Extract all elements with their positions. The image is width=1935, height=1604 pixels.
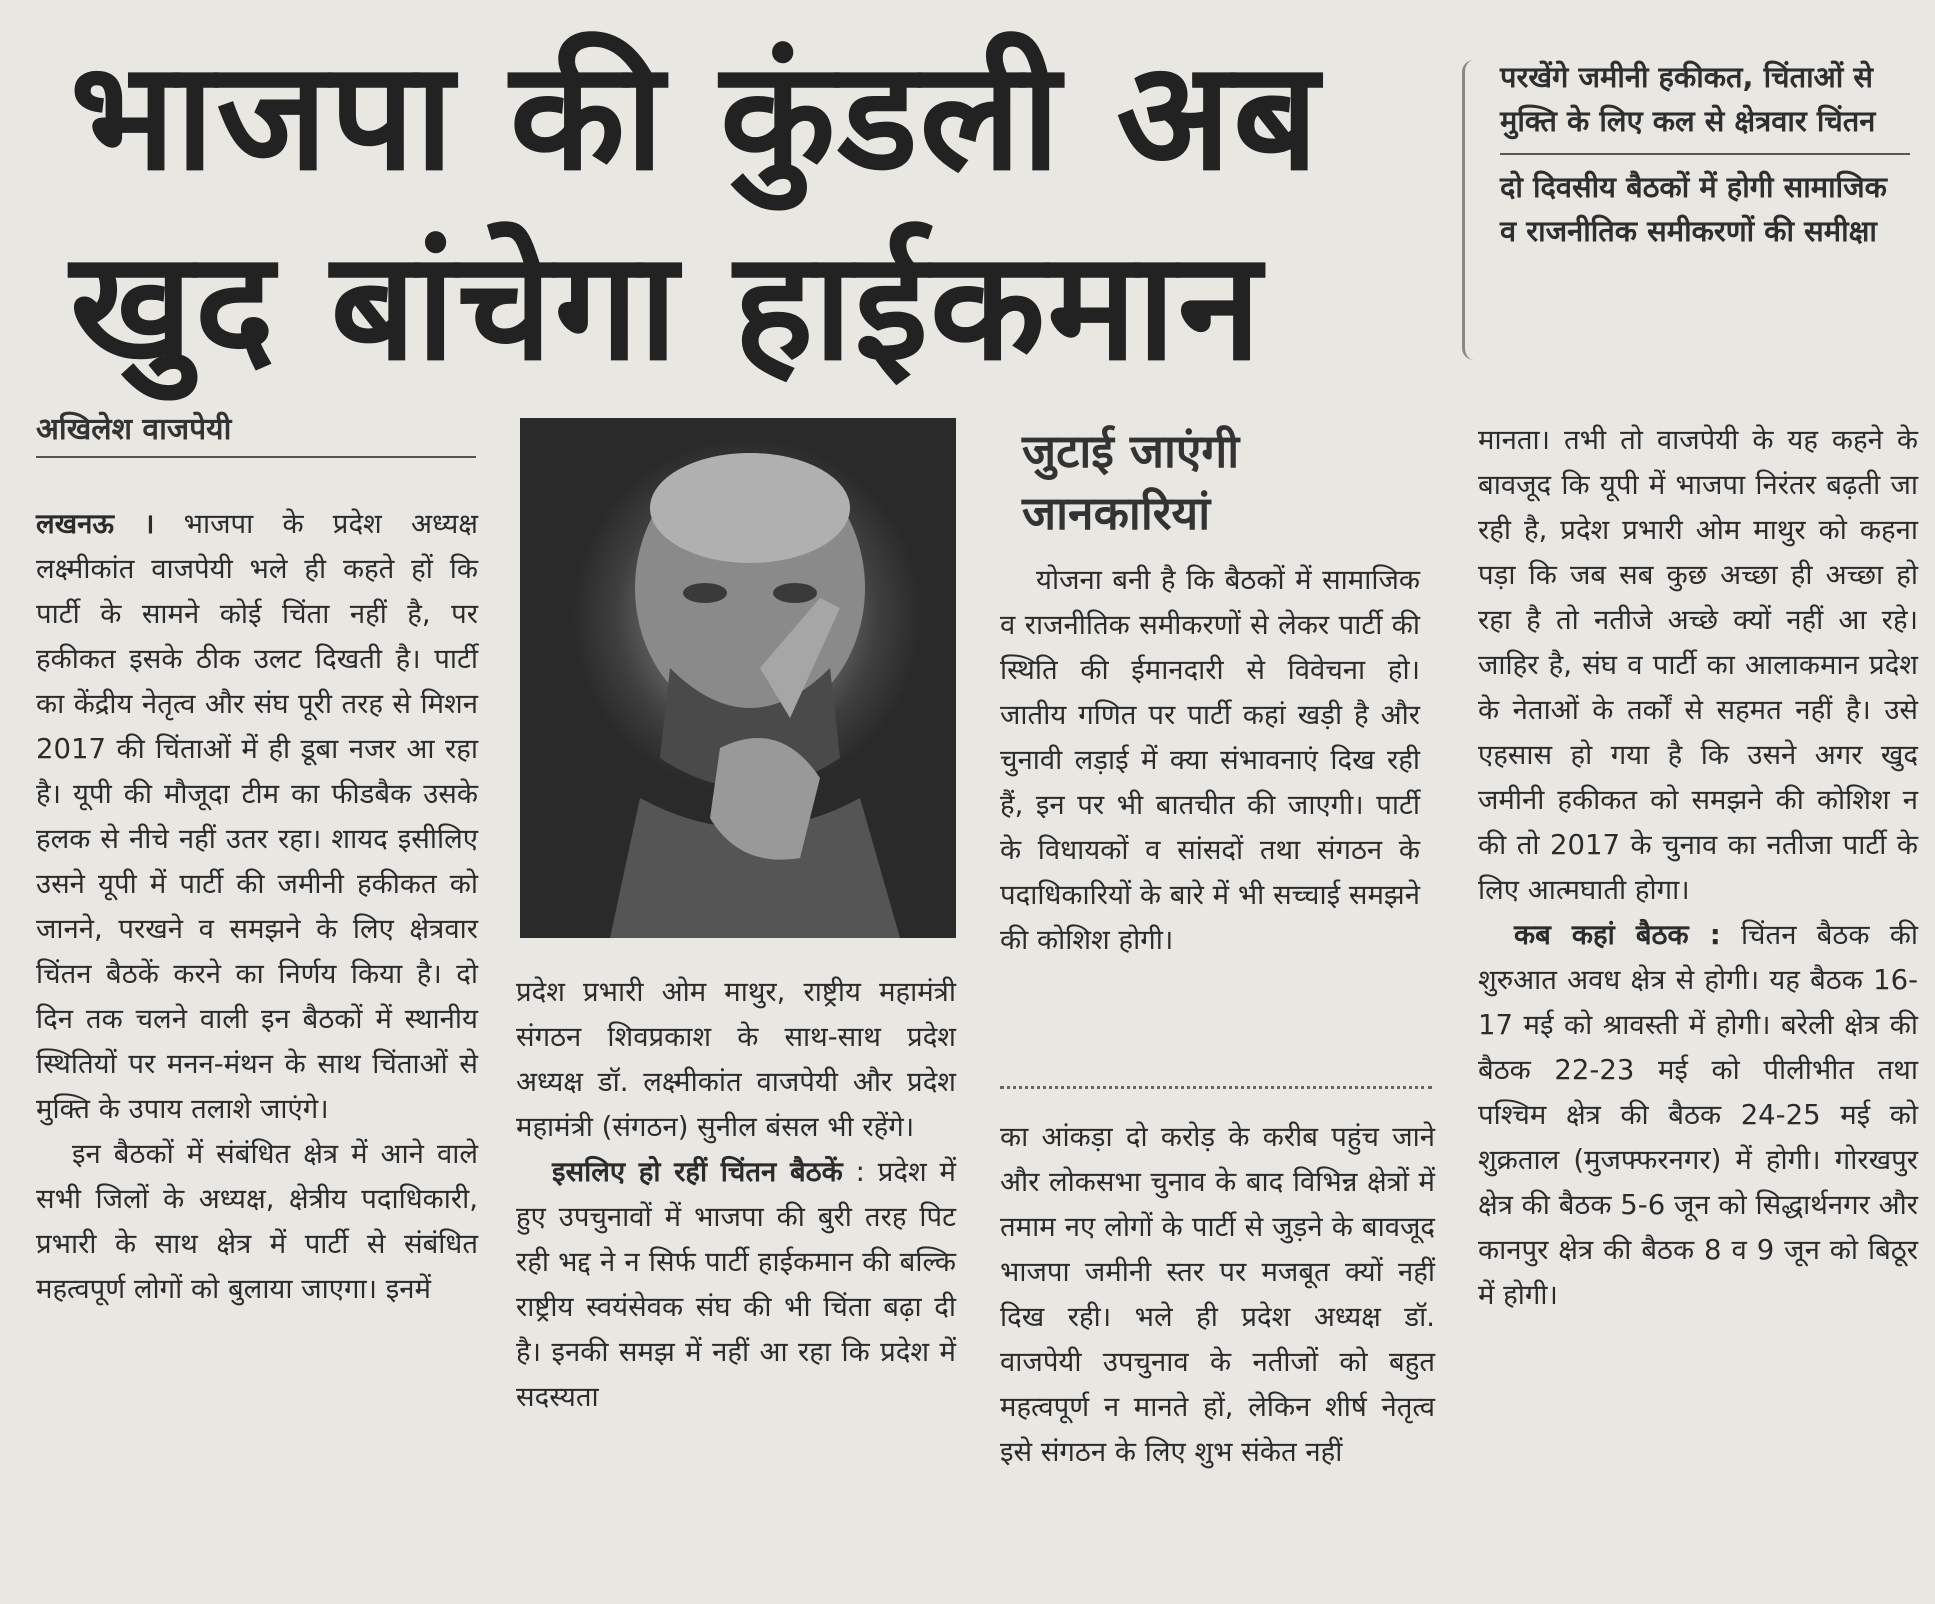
column-4 xyxy=(1478,418,1918,1318)
headline-line-2: खुद बांचेगा हाईकमान xyxy=(70,220,1263,394)
deck-line-1: परखेंगे जमीनी हकीकत, चिंताओं से मुक्ति के लिए कल से क्षेत्रवार चिंतन xyxy=(1500,55,1910,155)
column-3-bottom xyxy=(1000,1115,1435,1475)
column-1-para-2: इन बैठकों में संबंधित क्षेत्र में आने वाले सभी जिलों के अध्यक्ष, क्षेत्रीय पदाधिकारी, प्रभारी के साथ क्षेत्र में पार्टी से संबंधित महत्वपूर्ण लोगों को बुलाया जाएगा। इनमें xyxy=(36,1138,478,1305)
article-photo xyxy=(520,418,956,938)
column-2 xyxy=(516,970,956,1420)
subhead: जुटाई जाएंगी जानकारियां xyxy=(1022,424,1240,540)
deck-brace xyxy=(1462,60,1479,360)
column-4-text-2: चिंतन बैठक की शुरुआत अवध क्षेत्र से होगी। यह बैठक 16-17 मई को श्रावस्ती में होगी। बरेली क्षेत्र की बैठक 22-23 मई को पीलीभीत तथा पश्चिम क्षेत्र की बैठक 24-25 मई को शुक्रताल (मुजफ्फरनगर) में होगी। गोरखपुर क्षेत्र की बैठक 5-6 जून को सिद्धार्थनगर और कानपुर क्षेत्र की बैठक 8 व 9 जून को बिठूर में होगी। xyxy=(1478,919,1918,1311)
column-1 xyxy=(36,502,478,1312)
column-4-para-1: मानता। तभी तो वाजपेयी के यह कहने के बावजूद कि यूपी में भाजपा निरंतर बढ़ती जा रही है, प्रदेश प्रभारी ओम माथुर को कहना पड़ा कि जब सब कुछ अच्छा ही अच्छा हो रहा है तो नतीजे अच्छे क्यों नहीं आ रहे। जाहिर है, संघ व पार्टी का आलाकमान प्रदेश के नेताओं के तर्कों से सहमत नहीं है। उसे एहसास हो गया है कि उसने अगर खुद जमीनी हकीकत को समझने की कोशिश न की तो 2017 के चुनाव का नतीजा पार्टी के लिए आत्मघाती होगा। xyxy=(1478,424,1918,906)
dateline: लखनऊ । xyxy=(36,508,155,540)
column-1-para-1 xyxy=(36,502,478,1132)
column-3-para-2: का आंकड़ा दो करोड़ के करीब पहुंच जाने और लोकसभा चुनाव के बाद विभिन्न क्षेत्रों में तमाम नए लोगों के पार्टी से जुड़ने के बावजूद भाजपा जमीनी स्तर पर मजबूत क्यों नहीं दिख रही। भले ही प्रदेश अध्यक्ष डॉ. वाजपेयी उपचुनाव के नतीजों को बहुत महत्वपूर्ण न मानते हों, लेकिन शीर्ष नेतृत्व इसे संगठन के लिए शुभ संकेत नहीं xyxy=(1000,1121,1435,1468)
column-2-para-1: प्रदेश प्रभारी ओम माथुर, राष्ट्रीय महामंत्री संगठन शिवप्रकाश के साथ-साथ प्रदेश अध्यक्ष डॉ. लक्ष्मीकांत वाजपेयी और प्रदेश महामंत्री (संगठन) सुनील बंसल भी रहेंगे। xyxy=(516,976,956,1143)
column-1-text-1: भाजपा के प्रदेश अध्यक्ष लक्ष्मीकांत वाजपेयी भले ही कहते हों कि पार्टी के सामने कोई चिंता नहीं है, पर हकीकत इसके ठीक उलट दिखती है। पार्टी का केंद्रीय नेतृत्व और संघ पूरी तरह से मिशन 2017 की चिंताओं में ही डूबा नजर आ रहा है। यूपी की मौजूदा टीम का फीडबैक उसके हलक से नीचे नहीं उतर रहा। शायद इसीलिए उसने यूपी में पार्टी की जमीनी हकीकत को जानने, परखने व समझने के लिए क्षेत्रवार चिंतन बैठकें करने का निर्णय किया है। दो दिन तक चलने वाली इन बैठकों में स्थानीय स्थितियों पर मनन-मंथन के साथ चिंताओं से मुक्ति के उपाय तलाशे जाएंगे। xyxy=(36,508,478,1125)
column-divider-rule xyxy=(1000,1086,1432,1089)
byline: अखिलेश वाजपेयी xyxy=(36,408,476,458)
column-4-lead: कब कहां बैठक : xyxy=(1514,919,1721,951)
column-3-para-1: योजना बनी है कि बैठकों में सामाजिक व राजनीतिक समीकरणों से लेकर पार्टी की स्थिति की ईमानदारी से विवेचना हो। जातीय गणित पर पार्टी कहां खड़ी है और चुनावी लड़ाई में क्या संभावनाएं दिख रही हैं, इन पर भी बातचीत की जाएगी। पार्टी के विधायकों व सांसदों तथा संगठन के पदाधिकारियों के बारे में भी सच्चाई समझने की कोशिश होगी। xyxy=(1000,564,1420,956)
column-2-para-2 xyxy=(516,1150,956,1420)
deck xyxy=(1500,55,1910,253)
headline-line-1: भाजपा की कुंडली अब xyxy=(70,30,1321,204)
column-3-top xyxy=(1000,558,1420,963)
headline xyxy=(70,22,1440,402)
column-2-text-2: : प्रदेश में हुए उपचुनावों में भाजपा की बुरी तरह पिट रही भद्द ने न सिर्फ पार्टी हाईकमान की बल्कि राष्ट्रीय स्वयंसेवक संघ की भी चिंता बढ़ा दी है। इनकी समझ में नहीं आ रहा कि प्रदेश में सदस्यता xyxy=(516,1156,956,1413)
portrait-illustration xyxy=(520,418,956,938)
deck-line-2: दो दिवसीय बैठकों में होगी सामाजिक व राजनीतिक समीकरणों की समीक्षा xyxy=(1500,170,1887,248)
column-4-para-2 xyxy=(1478,913,1918,1318)
column-2-lead: इसलिए हो रहीं चिंतन बैठकें xyxy=(552,1156,843,1188)
